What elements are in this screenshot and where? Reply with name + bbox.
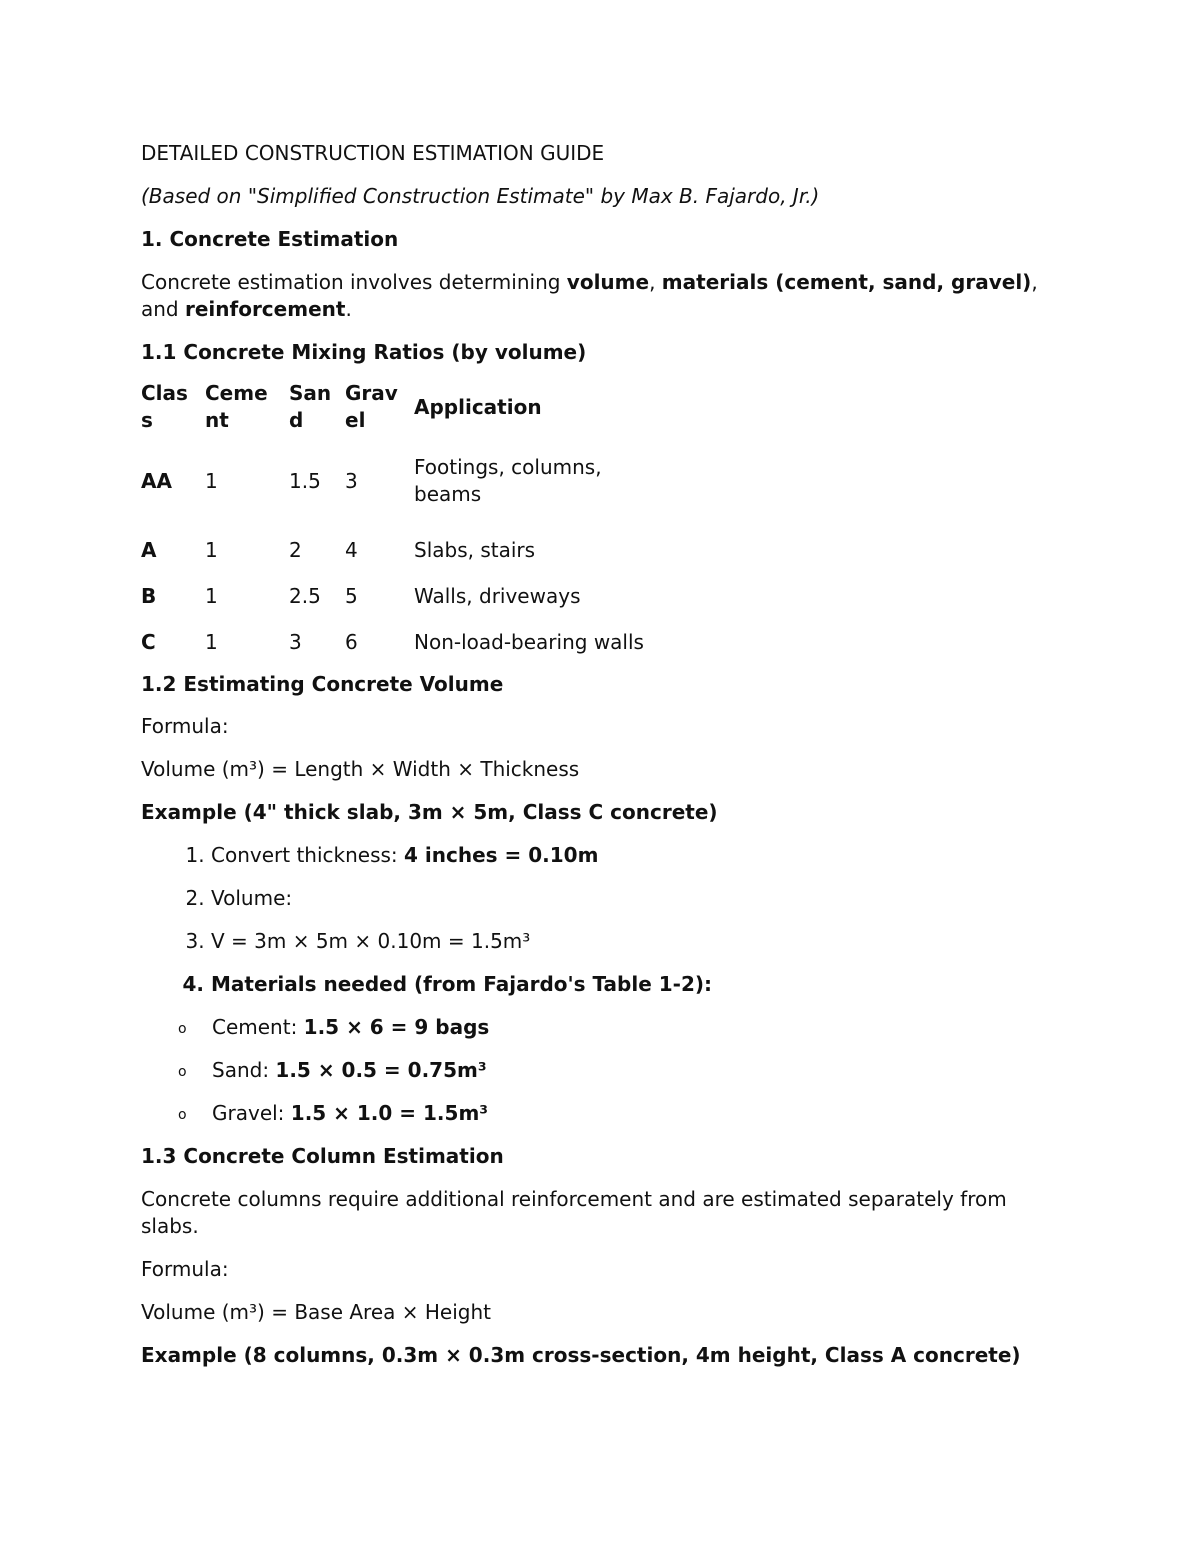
table-row	[141, 619, 654, 665]
cell-cement: 1	[205, 537, 218, 562]
table-row	[141, 573, 654, 619]
cell-gravel: 6	[345, 629, 358, 654]
header-line: Grav	[345, 381, 398, 405]
header-line: San	[289, 381, 332, 405]
cell-class: B	[141, 583, 157, 608]
slab-example-steps	[141, 842, 1041, 998]
step-bold-value: 4 inches = 0.10m	[404, 843, 599, 867]
column-header-gravel	[345, 379, 414, 435]
hollow-bullet-icon: o	[178, 1107, 187, 1123]
material-calc: 1.5 × 1.0 = 1.5m³	[290, 1101, 489, 1125]
mixing-ratios-table	[141, 379, 654, 665]
cell-application: Footings, columns, beams	[414, 455, 602, 506]
column-header-application: Application	[414, 394, 542, 419]
intro-bold-reinforcement: reinforcement	[184, 297, 346, 321]
material-label: Cement:	[212, 1015, 304, 1039]
step-text: Convert thickness:	[211, 843, 405, 867]
header-line: s	[141, 408, 153, 432]
cell-application: Non-load-bearing walls	[414, 629, 644, 654]
table-row	[141, 527, 654, 573]
document-title: DETAILED CONSTRUCTION ESTIMATION GUIDE	[141, 141, 605, 165]
header-line: d	[289, 408, 304, 432]
cell-class: A	[141, 537, 157, 562]
column-header-cement	[205, 379, 289, 435]
section-heading-concrete-estimation: 1. Concrete Estimation	[141, 227, 399, 251]
cell-sand: 1.5	[289, 468, 321, 493]
header-line: Clas	[141, 381, 188, 405]
intro-bold-volume: volume	[566, 270, 650, 294]
material-calc: 1.5 × 0.5 = 0.75m³	[275, 1058, 487, 1082]
cell-gravel: 4	[345, 537, 358, 562]
step-text: Volume:	[211, 886, 293, 910]
intro-text: , and	[141, 270, 1038, 321]
formula-label: Formula:	[141, 714, 229, 738]
document-body	[141, 140, 1041, 1369]
column-example-heading: Example (8 columns, 0.3m × 0.3m cross-section, 4m height, Class A concrete)	[141, 1343, 1021, 1367]
slab-example-heading: Example (4" thick slab, 3m × 5m, Class C concrete)	[141, 800, 718, 824]
intro-bold-materials: materials (cement, sand, gravel)	[661, 270, 1032, 294]
volume-formula: Volume (m³) = Length × Width × Thickness	[141, 757, 580, 781]
cell-cement: 1	[205, 583, 218, 608]
intro-text: .	[345, 297, 352, 321]
cell-sand: 2	[289, 537, 302, 562]
hollow-bullet-icon: o	[178, 1021, 187, 1037]
material-label: Gravel:	[212, 1101, 291, 1125]
cell-cement: 1	[205, 629, 218, 654]
intro-text: ,	[649, 270, 662, 294]
hollow-bullet-icon: o	[178, 1064, 187, 1080]
header-line: Ceme	[205, 381, 268, 405]
document-subtitle: (Based on "Simplified Construction Estimate" by Max B. Fajardo, Jr.)	[141, 184, 820, 208]
cell-class: AA	[141, 468, 172, 493]
materials-list	[141, 1014, 1041, 1127]
step-text: Materials needed (from Fajardo's Table 1-2):	[211, 972, 713, 996]
table-row	[141, 435, 654, 527]
step-item	[211, 842, 1041, 869]
header-line: nt	[205, 408, 229, 432]
concrete-intro-paragraph	[141, 269, 1041, 323]
subsection-heading-mixing-ratios: 1.1 Concrete Mixing Ratios (by volume)	[141, 340, 587, 364]
column-header-class	[141, 379, 205, 435]
cell-gravel: 3	[345, 468, 358, 493]
intro-text: Concrete estimation involves determining	[141, 270, 567, 294]
step-item	[211, 928, 1041, 955]
cell-application: Slabs, stairs	[414, 537, 536, 562]
cell-sand: 2.5	[289, 583, 321, 608]
step-item	[211, 971, 1041, 998]
list-item	[178, 1100, 1041, 1127]
material-calc: 1.5 × 6 = 9 bags	[303, 1015, 490, 1039]
step-text: V = 3m × 5m × 0.10m = 1.5m³	[211, 929, 531, 953]
table-header-row	[141, 379, 654, 435]
formula-label: Formula:	[141, 1257, 229, 1281]
cell-sand: 3	[289, 629, 302, 654]
column-header-sand	[289, 379, 345, 435]
header-line: el	[345, 408, 366, 432]
column-volume-formula: Volume (m³) = Base Area × Height	[141, 1300, 491, 1324]
list-item	[178, 1057, 1041, 1084]
subsection-heading-column-estimation: 1.3 Concrete Column Estimation	[141, 1144, 504, 1168]
column-intro-paragraph: Concrete columns require additional reinforcement and are estimated separately from slabs.	[141, 1187, 1007, 1238]
cell-class: C	[141, 629, 156, 654]
cell-gravel: 5	[345, 583, 358, 608]
list-item	[178, 1014, 1041, 1041]
cell-cement: 1	[205, 468, 218, 493]
material-label: Sand:	[212, 1058, 276, 1082]
cell-application: Walls, driveways	[414, 583, 581, 608]
subsection-heading-concrete-volume: 1.2 Estimating Concrete Volume	[141, 672, 504, 696]
step-item	[211, 885, 1041, 912]
